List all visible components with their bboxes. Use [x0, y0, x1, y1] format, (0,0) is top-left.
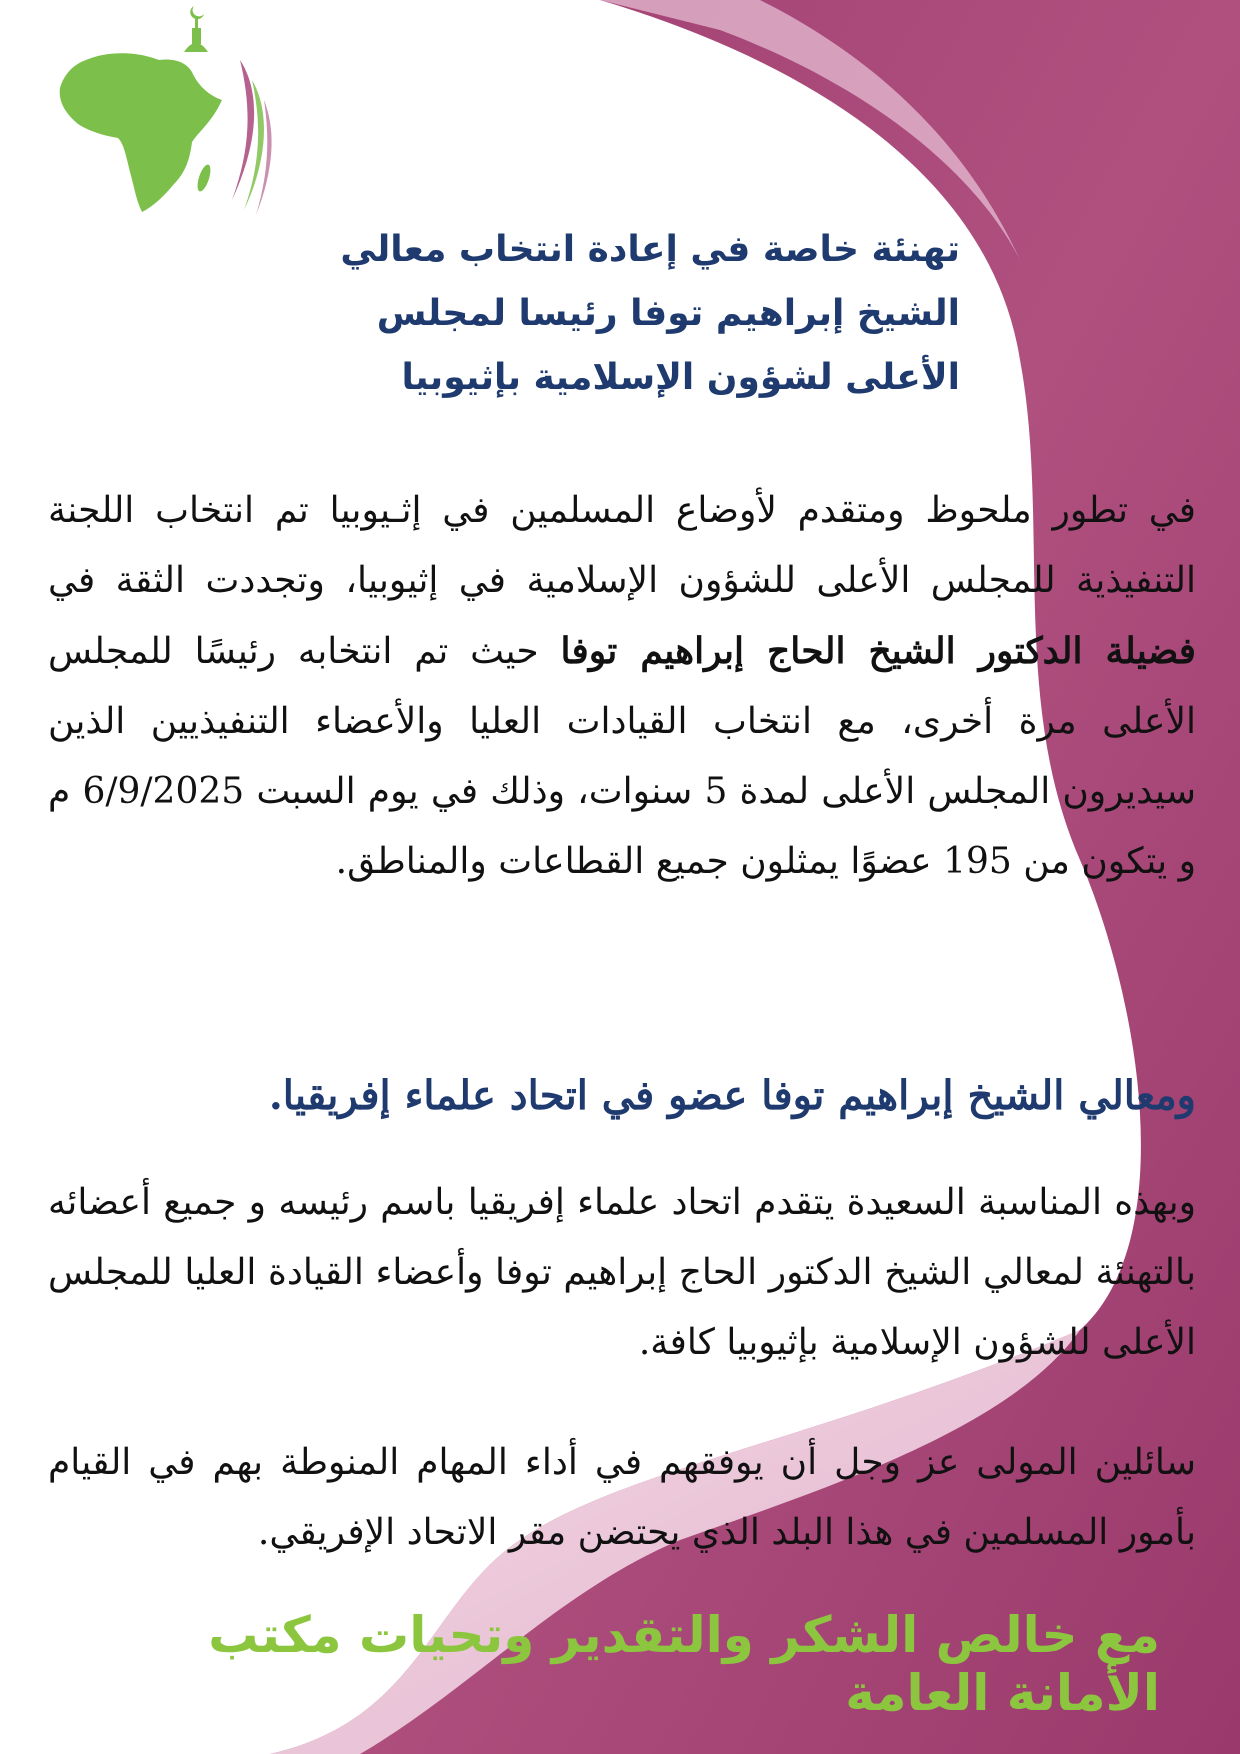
page-title: تهنئة خاصة في إعادة انتخاب معالي الشيخ إبراهيم توفا رئيسا لمجلس الأعلى لشؤون الإسلامية بإثيوبيا: [340, 229, 960, 398]
paragraph-text-start: في تطور ملحوظ ومتقدم لأوضاع المسلمين في إثـيوبيا تم انتخاب اللجنة التنفيذية للمجلس الأعلى للشؤون الإسلامية في إثيوبيا، وتجددت الثقة في: [48, 490, 1196, 601]
organization-logo: [0, 0, 320, 320]
congratulation-paragraph: وبهذه المناسبة السعيدة يتقدم اتحاد علماء إفريقيا باسم رئيسه و جميع أعضائه بالتهنئة لمعالي الشيخ الدكتور الحاج إبراهيم توفا وأعضاء القيادة العليا للمجلس الأعلى للشؤون الإسلامية بإثيوبيا كافة.: [48, 1182, 1196, 1363]
prayer-paragraph: سائلين المولى عز وجل أن يوفقهم في أداء المهام المنوطة بهم في القيام بأمور المسلمين في هذا البلد الذي يحتضن مقر الاتحاد الإفريقي.: [48, 1442, 1196, 1553]
paragraph-text-end: حيث تم انتخابه رئيسًا للمجلس الأعلى مرة أخرى، مع انتخاب القيادات العليا والأعضاء التنفيذيين الذين سيديرون المجلس الأعلى لمدة 5 سنوات، وذلك في يوم السبت 6/9/2025 م و يتكون من 195 عضوًا يمثلون جميع القطاعات والمناطق.: [48, 631, 1196, 882]
africa-map-logo-icon: [14, 0, 314, 235]
announcement-paragraph: [48, 476, 1196, 897]
honoree-name-bold: فضيلة الدكتور الشيخ الحاج إبراهيم توفا: [560, 630, 1196, 672]
closing-signature: مع خالص الشكر والتقدير وتحيات مكتب الأمانة العامة: [208, 1606, 1160, 1722]
membership-statement: ومعالي الشيخ إبراهيم توفا عضو في اتحاد علماء إفريقيا.: [268, 1072, 1196, 1119]
